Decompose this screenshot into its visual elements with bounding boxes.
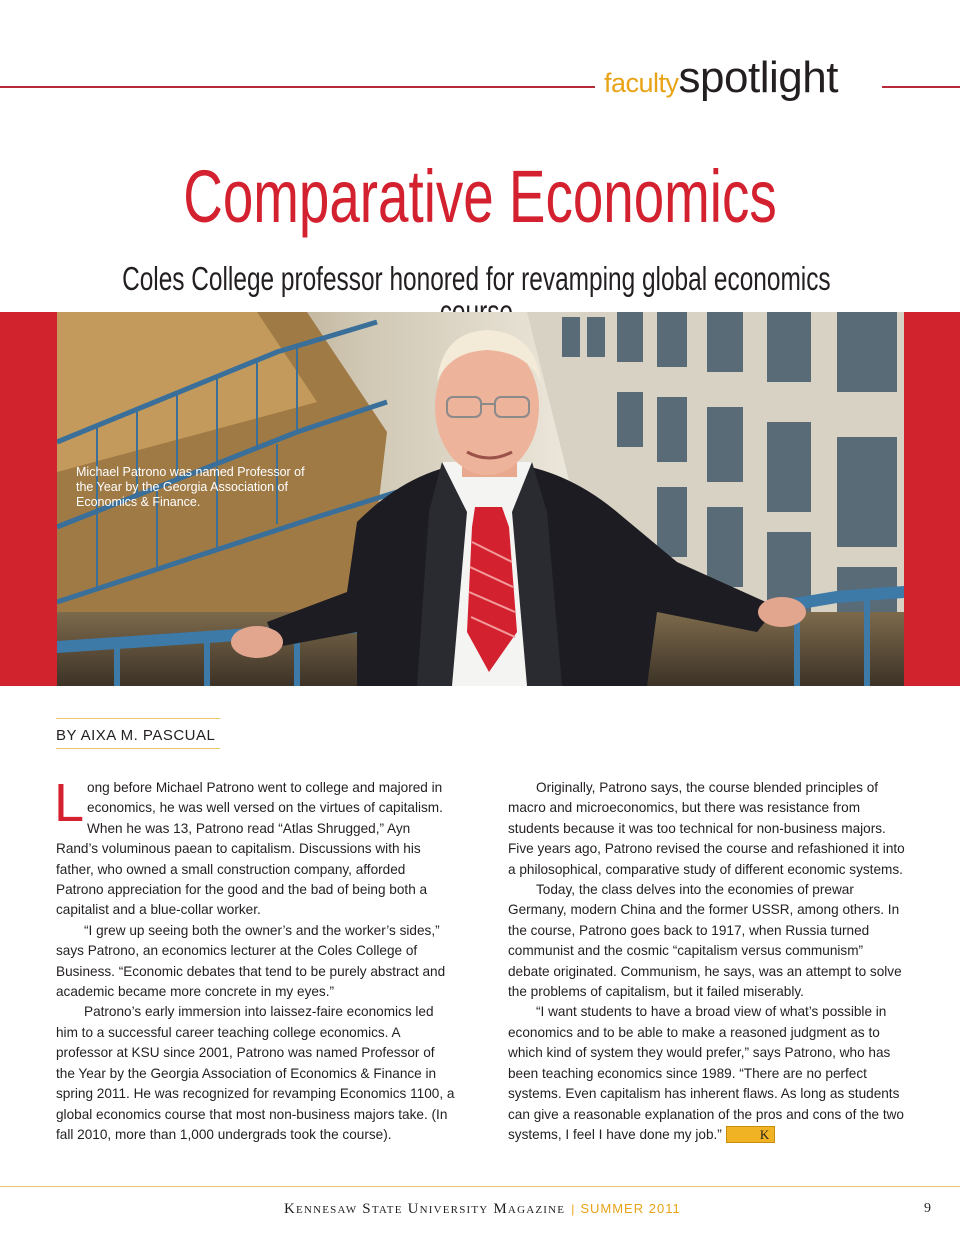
issue-date: SUMMER 2011	[580, 1201, 681, 1216]
header-rule-right	[882, 86, 960, 88]
article-title: Comparative Economics	[183, 155, 777, 238]
byline: BY AIXA M. PASCUAL	[56, 727, 216, 744]
footer-rule	[0, 1186, 960, 1187]
paragraph: Originally, Patrono says, the course blended principles of macro and microeconomics, but there was resistance from students because it was too technical for non-business majors. Five years ago, Patrono revised the course and refashioned it into a philosophical, comparative study of different economic systems.	[508, 780, 905, 877]
photo-caption: Michael Patrono was named Professor of the Year by the Georgia Association of Economics & Finance.	[76, 465, 305, 509]
article-subtitle: Coles College professor honored for revamping global economics	[122, 260, 831, 297]
footer-separator: |	[571, 1202, 575, 1216]
column-right	[508, 778, 908, 1145]
end-mark-icon: K	[726, 1126, 775, 1143]
byline-rule-bottom	[56, 748, 220, 749]
paragraph: Patrono’s early immersion into laissez-faire economics led him to a successful career teaching college economics. A professor at KSU since 2001, Patrono was named Professor of the Year by the Georgia Association of Economics & Finance in spring 2011. He was recognized for revamping Economics 1100, a global economics course that most non-business majors take. (In fall 2010, more than 1,000 undergrads took the course).	[56, 1004, 455, 1142]
section-tag	[604, 53, 838, 102]
drop-cap: L	[54, 773, 85, 833]
byline-rule-top	[56, 718, 220, 719]
paragraph: Today, the class delves into the economies of prewar Germany, modern China and the former USSR, among others. In the course, Patrono goes back to 1917, when Russia turned communist and the cosmic “capitalism versus communism” debate originated. Communism, he says, was an attempt to solve the problems of capitalism, but it failed miserably.	[508, 882, 902, 1000]
header-rule-left	[0, 86, 595, 88]
paragraph	[54, 773, 456, 921]
magazine-name: Kennesaw State University Magazine	[284, 1201, 566, 1217]
paragraph: “I grew up seeing both the owner’s and the worker’s sides,” says Patrono, an economics lecturer at the Coles College of Business. “Economic debates that tend to be purely abstract and academic became more concrete in my eyes.”	[56, 922, 446, 1000]
section-tag-light: faculty	[604, 68, 679, 98]
section-tag-bold: spotlight	[678, 53, 838, 102]
paragraph-text: “I want students to have a broad view of what’s possible in economics and to be able to make a reasoned judgment as to which kind of system they would prefer,” says Patrono, who has been teaching economics since 1989. “There are no perfect systems. Even capitalism has inherent flaws. As long as students can give a reasonable explanation of the pros and cons of the two systems, I feel I have done my job.”	[508, 1004, 904, 1142]
footer	[284, 1201, 681, 1218]
page-number: 9	[924, 1201, 931, 1216]
paragraph	[508, 1002, 908, 1145]
column-left	[54, 773, 456, 1145]
paragraph-text: ong before Michael Patrono went to college and majored in economics, he was well versed on the virtues of capitalism. When he was 13, Patrono read “Atlas Shrugged,” Ayn Rand’s voluminous paean to capitalism. Discussions with his father, who owned a small construction company, afforded Patrono appreciation for the good and the bad of being both a capitalist and a blue-collar worker.	[56, 780, 443, 918]
